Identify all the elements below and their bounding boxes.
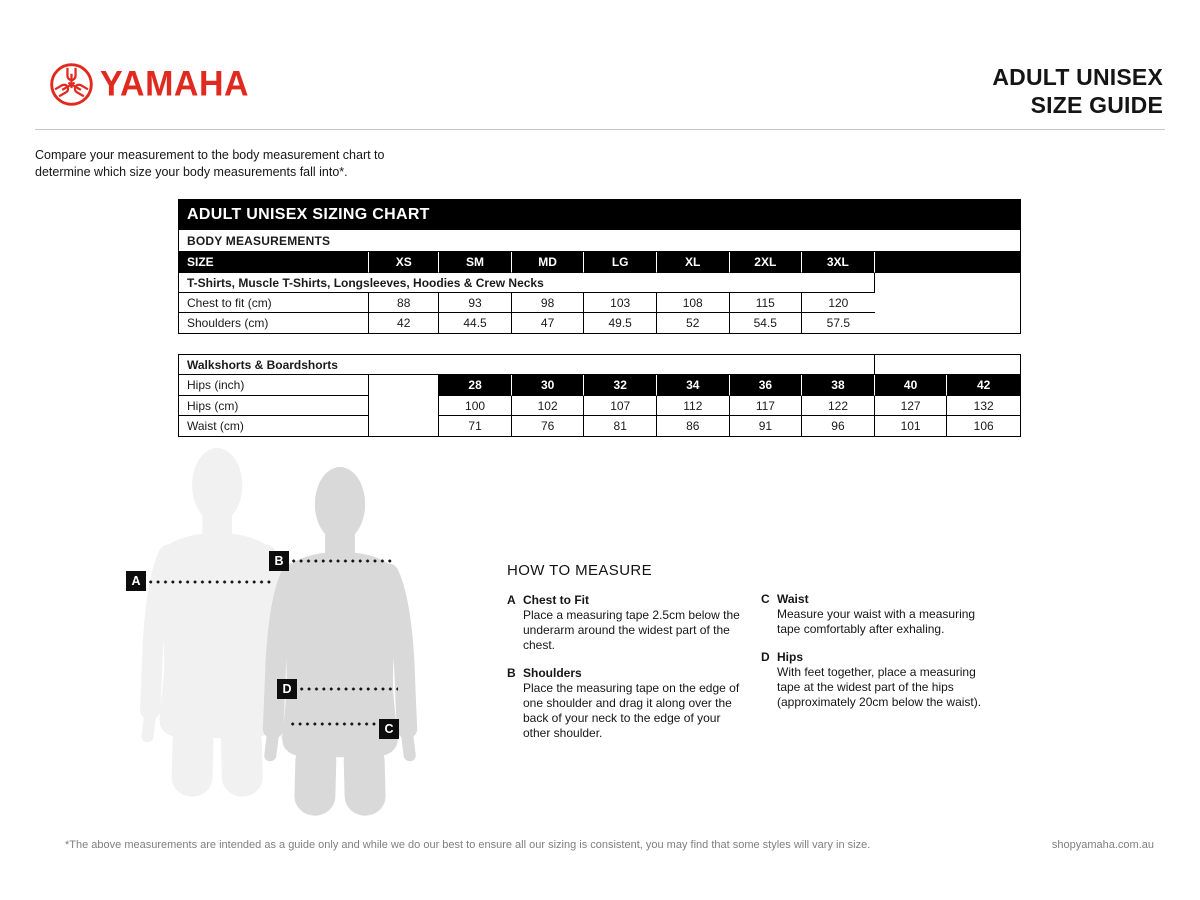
hips-inch-header: 34 [657, 375, 730, 396]
measure-item-name: Waist [777, 592, 809, 606]
table-cell: 120 [802, 293, 875, 313]
sizing-table-tops [178, 199, 1021, 334]
size-header-row [179, 252, 1020, 273]
row-label: Hips (inch) [179, 375, 369, 396]
size-col-header: LG [584, 252, 657, 273]
measure-line-waist [289, 722, 379, 726]
measure-item-hips [761, 650, 1001, 710]
table-cell: 44.5 [439, 313, 512, 333]
tops-section-row [179, 273, 1020, 293]
measure-line-hips [298, 687, 398, 691]
measure-item-shoulders [507, 666, 751, 741]
table-cell: 71 [439, 416, 512, 436]
size-header-cell: SIZE [179, 252, 369, 273]
table-cell: 115 [730, 293, 803, 313]
bottoms-section-row [179, 355, 1020, 375]
hips-inch-header: 32 [584, 375, 657, 396]
measure-line-shoulders [290, 559, 394, 563]
size-col-header: SM [439, 252, 512, 273]
chart-subtitle: BODY MEASUREMENTS [179, 230, 1020, 252]
empty-cell [875, 273, 1020, 333]
table-cell: 57.5 [826, 316, 851, 330]
body-silhouette-front [270, 467, 410, 796]
chart-title: ADULT UNISEX SIZING CHART [179, 200, 1020, 230]
table-cell: 93 [439, 293, 512, 313]
measure-item-letter: A [507, 593, 516, 607]
table-cell: 86 [657, 416, 730, 436]
hips-inch-header: 28 [439, 375, 512, 396]
measure-line-chest [147, 580, 273, 584]
table-cell: 88 [369, 293, 439, 313]
table-cell: 96 [802, 416, 875, 436]
page-title-line2: SIZE GUIDE [1030, 92, 1163, 118]
yamaha-logo [49, 62, 249, 107]
intro-text: Compare your measurement to the body measurement chart to determine which size your body measurements fall into*. [35, 148, 385, 179]
header-divider [35, 129, 1165, 130]
measure-marker-c: C [379, 719, 399, 739]
hips-inch-header: 38 [802, 375, 875, 396]
measure-marker-b: B [269, 551, 289, 571]
table-cell: 102 [512, 396, 585, 416]
how-to-measure-title: HOW TO MEASURE [507, 562, 653, 579]
table-cell: 54.5 [730, 313, 803, 333]
table-cell: 132 [947, 396, 1020, 416]
measure-item-name: Shoulders [523, 666, 582, 680]
hips-inch-header: 40 [875, 375, 948, 396]
table-cell: 98 [512, 293, 585, 313]
table-cell: 52 [657, 313, 730, 333]
table-cell: 42 [369, 313, 439, 333]
empty-cell [369, 375, 439, 436]
yamaha-wordmark: YAMAHA [100, 64, 250, 104]
hips-cm-row [179, 396, 1020, 416]
table-cell: 103 [584, 293, 657, 313]
row-label: Chest to fit (cm) [179, 293, 369, 313]
row-label: Waist (cm) [179, 416, 369, 436]
hips-inch-row [179, 375, 1020, 396]
table-cell: 112 [657, 396, 730, 416]
measure-item-text: Place the measuring tape on the edge of one shoulder and drag it along over the back of your neck to the edge of your other shoulder. [523, 681, 740, 740]
table-cell: 106 [973, 419, 994, 433]
measure-item-letter: C [761, 592, 770, 606]
table-cell: 100 [439, 396, 512, 416]
row-label: Shoulders (cm) [179, 313, 369, 333]
table-cell: 91 [730, 416, 803, 436]
waist-cm-row [179, 416, 1020, 436]
measure-item-letter: B [507, 666, 516, 680]
size-col-header: MD [512, 252, 585, 273]
table-cell: 127 [875, 396, 948, 416]
measure-item-waist [761, 592, 995, 637]
table-cell: 47 [512, 313, 585, 333]
table-cell: 49.5 [584, 313, 657, 333]
sizing-table-bottoms [178, 354, 1021, 437]
bottoms-section-label: Walkshorts & Boardshorts [179, 355, 875, 375]
measure-item-letter: D [761, 650, 770, 664]
table-cell: 117 [730, 396, 803, 416]
tops-section-label: T-Shirts, Muscle T-Shirts, Longsleeves, Hoodies & Crew Necks [179, 273, 875, 293]
measure-item-name: Hips [777, 650, 804, 664]
table-cell: 101 [875, 416, 948, 436]
hips-inch-header: 42 [947, 375, 1020, 396]
measure-item-text: With feet together, place a measuring tape at the widest part of the hips (approximately 20cm below the waist). [777, 665, 982, 709]
body-silhouettes [95, 443, 495, 833]
measure-item-chest [507, 593, 741, 653]
table-cell: 122 [802, 396, 875, 416]
empty-cell [875, 355, 1020, 375]
footer-disclaimer: *The above measurements are intended as a guide only and while we do our best to ensure all our sizing is consistent, you may find that some styles will vary in size. [65, 839, 871, 851]
row-label: Hips (cm) [179, 396, 369, 416]
measure-item-text: Measure your waist with a measuring tape comfortably after exhaling. [777, 607, 976, 636]
hips-inch-header: 30 [512, 375, 585, 396]
body-figure-area [95, 443, 495, 833]
measure-item-text: Place a measuring tape 2.5cm below the underarm around the widest part of the chest. [523, 608, 740, 652]
size-col-header: XL [657, 252, 730, 273]
footer-website: shopyamaha.com.au [1051, 839, 1154, 851]
size-col-header: 3XL [802, 252, 875, 273]
size-col-header: 2XL [730, 252, 803, 273]
tuning-fork-icon [49, 62, 94, 107]
table-cell: 107 [584, 396, 657, 416]
table-cell: 81 [584, 416, 657, 436]
size-col-header: XS [369, 252, 439, 273]
table-cell: 76 [512, 416, 585, 436]
page-title-line1: ADULT UNISEX [992, 64, 1163, 90]
hips-inch-header: 36 [730, 375, 803, 396]
size-header-empty-cell [875, 252, 1020, 273]
page-title [992, 63, 1163, 119]
measure-marker-d: D [277, 679, 297, 699]
measure-marker-a: A [126, 571, 146, 591]
table-cell: 108 [657, 293, 730, 313]
measure-item-name: Chest to Fit [523, 593, 589, 607]
